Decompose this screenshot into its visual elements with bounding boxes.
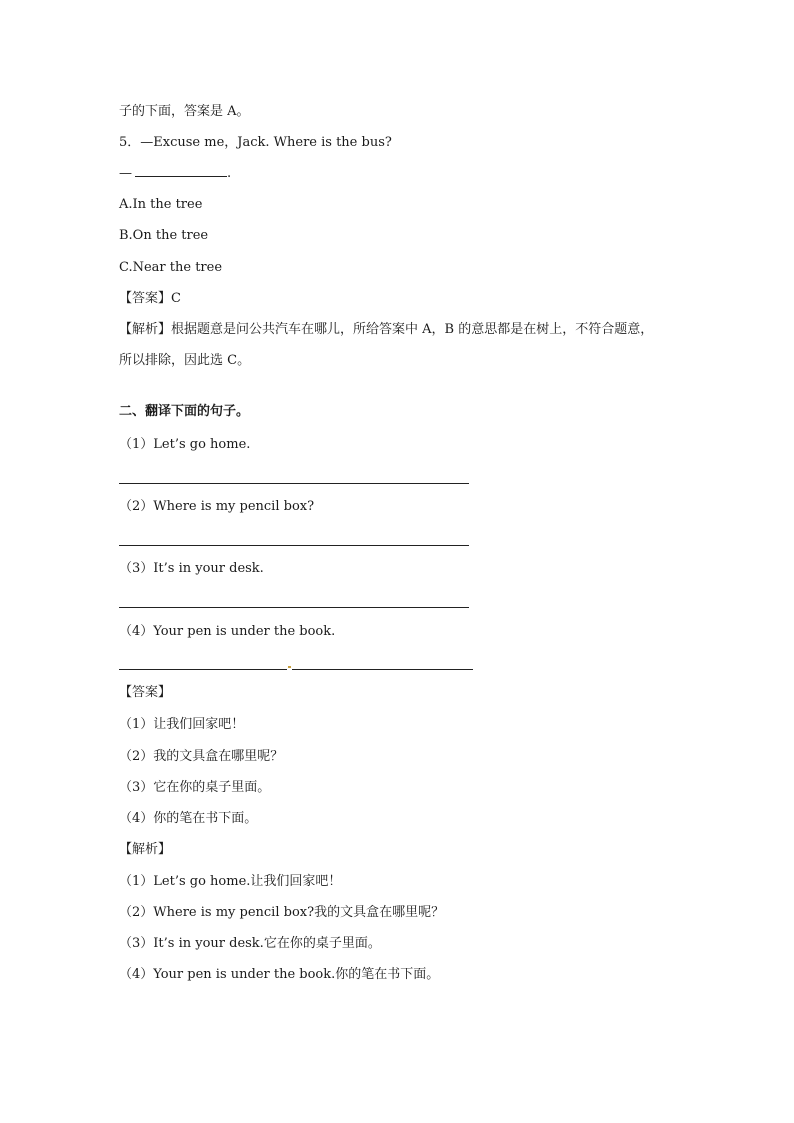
question-5-analysis-line-1: 【解析】根据题意是问公共汽车在哪儿，所给答案中 A，B 的意思都是在树上，不符合题意， [119, 322, 654, 337]
translate-blank-2[interactable] [119, 545, 469, 546]
section-2-title: 二、翻译下面的句子。 [119, 404, 250, 419]
translate-blank-3[interactable] [119, 607, 469, 608]
option-b: B.On the tree [119, 228, 209, 243]
translate-blank-4a[interactable] [119, 669, 287, 670]
answer-4: （4）你的笔在书下面。 [119, 811, 258, 826]
analysis-3: （3）It’s in your desk.它在你的桌子里面。 [119, 936, 381, 951]
translate-blank-1[interactable] [119, 483, 469, 484]
option-a: A.In the tree [119, 197, 203, 212]
analysis-2: （2）Where is my pencil box?我的文具盒在哪里呢？ [119, 905, 445, 920]
answer-period: . [227, 166, 232, 181]
question-5-stem: 5．—Excuse me，Jack. Where is the bus? [119, 135, 392, 150]
answer-1: （1）让我们回家吧！ [119, 717, 245, 732]
question-5-answer: 【答案】C [119, 291, 181, 306]
question-5-analysis-line-2: 所以排除，因此选 C。 [119, 353, 251, 368]
continued-analysis-line: 子的下面，答案是 A。 [119, 104, 250, 119]
translate-item-2: （2）Where is my pencil box? [119, 499, 315, 514]
analysis-heading: 【解析】 [119, 842, 172, 857]
answer-heading: 【答案】 [119, 685, 172, 700]
small-mark [288, 666, 291, 668]
option-c: C.Near the tree [119, 260, 223, 275]
analysis-4: （4）Your pen is under the book.你的笔在书下面。 [119, 967, 440, 982]
translate-item-3: （3）It’s in your desk. [119, 561, 264, 576]
analysis-1: （1）Let’s go home.让我们回家吧！ [119, 874, 342, 889]
answer-3: （3）它在你的桌子里面。 [119, 780, 271, 795]
answer-dash: — [119, 166, 132, 181]
answer-2: （2）我的文具盒在哪里呢？ [119, 749, 284, 764]
answer-blank[interactable] [135, 166, 227, 177]
translate-blank-4b[interactable] [292, 669, 473, 670]
translate-item-4: （4）Your pen is under the book. [119, 624, 336, 639]
question-5-answer-blank-line [119, 165, 231, 183]
translate-item-1: （1）Let’s go home. [119, 437, 251, 452]
